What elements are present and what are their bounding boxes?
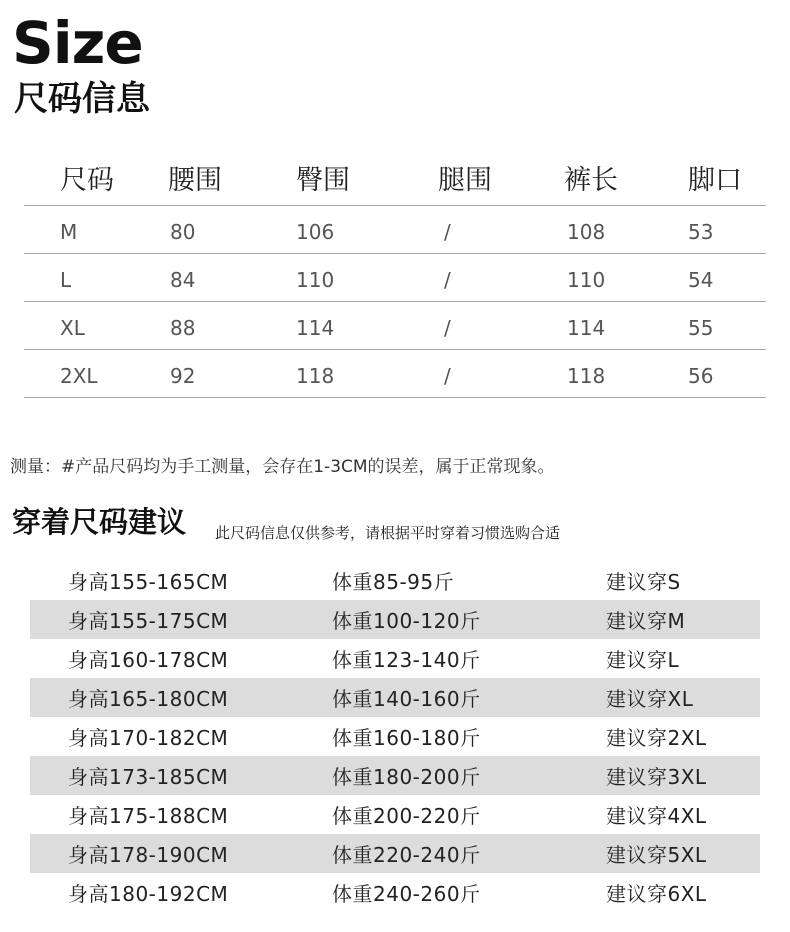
suggested-size: 建议穿XL [606,687,694,711]
table-cell: 110 [567,267,606,292]
page-title: Size [12,9,143,77]
list-item [30,717,760,756]
table-cell: 114 [567,315,606,340]
height-range: 身高155-165CM [68,570,229,594]
table-row [24,350,766,398]
list-item [30,756,760,795]
table-cell: 84 [170,267,196,292]
weight-range: 体重100-120斤 [332,609,481,633]
recommendation-title: 穿着尺码建议 [12,505,187,539]
table-header-row [24,150,766,206]
height-range: 身高175-188CM [68,804,229,828]
suggested-size: 建议穿4XL [606,804,707,828]
table-row [24,302,766,350]
height-range: 身高173-185CM [68,765,229,789]
table-cell: / [444,315,451,340]
height-range: 身高160-178CM [68,648,229,672]
height-range: 身高178-190CM [68,843,229,867]
weight-range: 体重160-180斤 [332,726,481,750]
list-item [30,678,760,717]
table-cell: / [444,363,451,388]
measurement-note: 测量：#产品尺码均为手工测量，会存在1-3CM的误差，属于正常现象。 [10,457,555,477]
height-range: 身高170-182CM [68,726,229,750]
table-cell: 54 [688,267,714,292]
suggested-size: 建议穿L [606,648,680,672]
table-cell: 114 [296,315,335,340]
table-cell: 53 [688,219,714,244]
recommendation-table [30,561,760,912]
table-cell: 56 [688,363,714,388]
table-cell: / [444,219,451,244]
list-item [30,639,760,678]
weight-range: 体重240-260斤 [332,882,481,906]
table-cell: 92 [170,363,196,388]
list-item [30,873,760,912]
table-cell: / [444,267,451,292]
suggested-size: 建议穿S [606,570,681,594]
table-cell: M [60,219,78,244]
table-row [24,206,766,254]
column-header-hem: 脚口 [688,165,742,196]
list-item [30,834,760,873]
table-cell: 106 [296,219,335,244]
table-cell: 88 [170,315,196,340]
suggested-size: 建议穿6XL [606,882,707,906]
height-range: 身高165-180CM [68,687,229,711]
column-header-length: 裤长 [564,165,618,196]
weight-range: 体重200-220斤 [332,804,481,828]
list-item [30,795,760,834]
height-range: 身高155-175CM [68,609,229,633]
column-header-thigh: 腿围 [438,165,492,196]
table-cell: 118 [296,363,335,388]
table-cell: L [60,267,72,292]
height-range: 身高180-192CM [68,882,229,906]
table-cell: 80 [170,219,196,244]
recommendation-subtitle: 此尺码信息仅供参考，请根据平时穿着习惯选购合适 [215,524,561,542]
suggested-size: 建议穿5XL [606,843,707,867]
list-item [30,600,760,639]
suggested-size: 建议穿3XL [606,765,707,789]
column-header-hip: 臀围 [296,165,350,196]
table-cell: 2XL [60,363,98,388]
suggested-size: 建议穿2XL [606,726,707,750]
list-item [30,561,760,600]
column-header-size: 尺码 [60,165,114,196]
weight-range: 体重220-240斤 [332,843,481,867]
table-cell: 118 [567,363,606,388]
page-subtitle: 尺码信息 [14,79,150,119]
table-row [24,254,766,302]
weight-range: 体重140-160斤 [332,687,481,711]
weight-range: 体重85-95斤 [332,570,455,594]
table-cell: XL [60,315,85,340]
table-cell: 108 [567,219,606,244]
table-cell: 110 [296,267,335,292]
size-table [24,150,766,398]
weight-range: 体重180-200斤 [332,765,481,789]
table-cell: 55 [688,315,714,340]
suggested-size: 建议穿M [606,609,686,633]
weight-range: 体重123-140斤 [332,648,481,672]
column-header-waist: 腰围 [168,165,222,196]
